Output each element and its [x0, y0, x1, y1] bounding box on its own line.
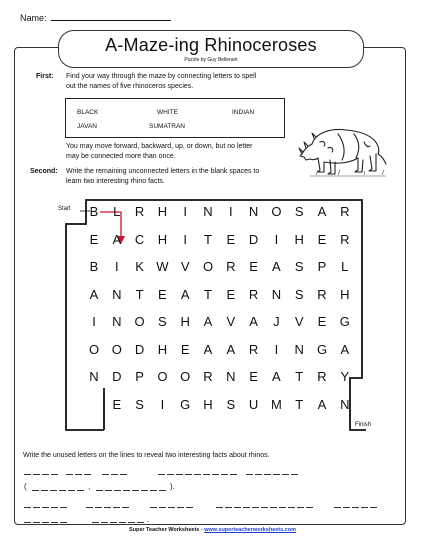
answer-blank[interactable] [51, 474, 58, 475]
answer-blank[interactable] [104, 507, 111, 508]
maze-cell-r2-c5: I [183, 231, 187, 247]
maze-cell-r1-c2: L [113, 204, 121, 219]
maze-cell-r6-c5: E [180, 341, 190, 357]
answer-blank[interactable] [113, 507, 120, 508]
answer-blank[interactable] [50, 490, 57, 491]
answer-blank[interactable] [77, 490, 84, 491]
maze-cell-r7-c3: P [135, 369, 144, 384]
answer-blank[interactable] [306, 507, 313, 508]
maze-cell-r3-c9: A [272, 259, 281, 274]
answer-blank[interactable] [84, 474, 91, 475]
maze-cell-r1-c7: I [228, 204, 233, 219]
finish-label: Finish [355, 422, 372, 428]
answer-blank[interactable] [60, 507, 67, 508]
maze-cell-r3-c1: B [89, 259, 99, 274]
answer-blank[interactable] [68, 490, 75, 491]
answer-open-paren: ( [24, 482, 27, 491]
answer-blank[interactable] [66, 474, 73, 475]
maze-cell-r3-c10: S [294, 259, 304, 274]
answer-blank[interactable] [42, 522, 49, 523]
maze-cell-r4-c5: A [180, 286, 190, 302]
answer-comma: , [88, 482, 91, 491]
answer-blank[interactable] [111, 474, 118, 475]
maze-cell-r4-c10: S [294, 286, 304, 302]
maze-cell-r6-c7: A [226, 341, 236, 357]
maze-cell-r6-c4: H [157, 341, 168, 357]
maze-cell-r1-c6: N [203, 204, 213, 219]
maze-cell-r1-c9: O [271, 204, 282, 219]
answer-blank[interactable] [221, 474, 228, 475]
answer-blank[interactable] [246, 474, 253, 475]
maze-cell-r5-c1: I [92, 314, 96, 329]
answer-blank[interactable] [128, 522, 135, 523]
maze-cell-r3-c11: P [317, 259, 327, 274]
answer-blank[interactable] [352, 507, 359, 508]
maze-cell-r7-c7: N [226, 369, 236, 384]
answer-blank[interactable] [123, 490, 130, 491]
answer-blank[interactable] [176, 474, 183, 475]
answer-blank[interactable] [343, 507, 350, 508]
answer-blank[interactable] [120, 474, 127, 475]
maze-cell-r7-c1: N [89, 369, 99, 384]
answer-blank[interactable] [105, 490, 112, 491]
maze-cell-r7-c5: O [180, 369, 191, 384]
maze-cell-r2-c6: T [204, 231, 212, 247]
first-line-1: Find your way through the maze by connecting letters to spell [66, 73, 257, 80]
maze-cell-r5-c3: O [134, 314, 145, 329]
maze-cell-r2-c9: I [274, 231, 279, 247]
answer-blank[interactable] [114, 490, 121, 491]
species-indian: INDIAN [232, 109, 255, 116]
maze-cell-r2-c2: A [112, 231, 122, 247]
answer-blank[interactable] [110, 522, 117, 523]
maze-cell-r5-c12: G [339, 314, 350, 329]
answer-blank[interactable] [230, 474, 237, 475]
answer-close-paren: ). [170, 482, 175, 491]
maze-cell-r1-c1: B [89, 204, 99, 219]
maze-cell-r3-c12: L [341, 259, 349, 274]
maze-cell-r2-c1: E [89, 231, 99, 247]
maze-cell-r7-c8: E [249, 369, 258, 384]
answer-blank[interactable] [279, 507, 286, 508]
maze-cell-r3-c3: K [135, 259, 144, 274]
maze-cell-r6-c1: O [88, 341, 100, 357]
first-label: First: [36, 73, 54, 80]
maze-cell-r7-c6: R [203, 369, 213, 384]
maze-cell-r3-c5: V [180, 259, 190, 274]
answer-blank[interactable] [132, 490, 139, 491]
answer-blank[interactable] [334, 507, 341, 508]
maze-cell-r2-c7: E [226, 231, 236, 247]
answer-blank[interactable] [137, 522, 144, 523]
answer-blank[interactable] [51, 507, 58, 508]
maze-cell-r5-c9: J [273, 314, 280, 329]
maze-cell-r3-c2: I [114, 259, 119, 274]
maze-cell-r8-c12: N [340, 396, 350, 412]
maze-cell-r8-c11: A [317, 396, 327, 412]
maze-cell-r2-c4: H [157, 231, 168, 247]
answer-period: . [147, 515, 150, 524]
maze-cell-r4-c4: E [158, 286, 167, 302]
maze-cell-r4-c9: N [271, 286, 282, 302]
maze-cell-r5-c6: A [203, 314, 213, 329]
answer-blank[interactable] [255, 474, 262, 475]
answer-blank[interactable] [150, 507, 157, 508]
answer-blank[interactable] [270, 507, 277, 508]
answer-blank[interactable] [185, 474, 192, 475]
answer-blank[interactable] [159, 490, 166, 491]
answer-blank[interactable] [177, 507, 184, 508]
answer-blank[interactable] [42, 507, 49, 508]
answer-blank[interactable] [288, 507, 295, 508]
answer-blank[interactable] [92, 522, 99, 523]
maze-cell-r6-c3: D [134, 341, 145, 357]
maze-cell-r7-c11: R [317, 369, 327, 384]
maze-cell-r7-c2: D [112, 369, 122, 384]
maze-cell-r7-c4: O [157, 369, 168, 384]
maze-cell-r4-c11: R [317, 286, 327, 302]
answer-blank[interactable] [261, 507, 268, 508]
answer-blank[interactable] [370, 507, 377, 508]
answer-blank[interactable] [264, 474, 271, 475]
maze-cell-r5-c7: V [226, 314, 236, 329]
maze-cell-r4-c8: R [248, 286, 259, 302]
maze-cell-r3-c4: W [156, 259, 169, 274]
answer-blank[interactable] [75, 474, 82, 475]
answer-blank[interactable] [234, 507, 241, 508]
answer-blank[interactable] [51, 522, 58, 523]
answer-blank[interactable] [243, 507, 250, 508]
maze-cell-r4-c2: N [112, 286, 122, 302]
answer-blank[interactable] [41, 490, 48, 491]
answer-blank[interactable] [158, 474, 165, 475]
answer-blank[interactable] [297, 507, 304, 508]
maze-cell-r2-c12: R [340, 231, 350, 247]
maze-cell-r6-c12: A [340, 341, 350, 357]
species-sumatran: SUMATRAN [149, 123, 185, 130]
maze-cell-r5-c5: H [180, 314, 190, 329]
maze-cell-r8-c4: I [160, 396, 165, 412]
second-line-1: Write the remaining unconnected letters in the blank spaces to [66, 168, 260, 175]
maze-cell-r1-c3: R [134, 204, 145, 219]
start-label: Start [58, 206, 71, 212]
answer-blank[interactable] [24, 522, 31, 523]
maze-cell-r6-c9: I [274, 341, 279, 357]
maze-cell-r6-c6: A [203, 341, 213, 357]
footer-link[interactable]: www.superteacherworksheets.com [204, 527, 297, 533]
second-label: Second: [30, 168, 58, 175]
maze-cell-r5-c10: V [294, 314, 304, 329]
answer-blank[interactable] [168, 507, 175, 508]
maze-cell-r8-c3: S [135, 396, 144, 412]
maze-cell-r8-c10: T [295, 396, 304, 412]
maze-cell-r1-c12: R [340, 204, 350, 219]
species-javan: JAVAN [77, 123, 97, 130]
answer-blank[interactable] [194, 474, 201, 475]
maze-cell-r5-c8: A [249, 314, 258, 329]
footer-text: Super Teacher Worksheets - [128, 527, 205, 533]
answer-blank[interactable] [216, 507, 223, 508]
answer-blank[interactable] [141, 490, 148, 491]
answer-blank[interactable] [167, 474, 174, 475]
second-line-2: learn two interesting rhino facts. [66, 178, 165, 185]
answer-blank[interactable] [150, 490, 157, 491]
answer-blank[interactable] [282, 474, 289, 475]
maze-cell-r2-c3: C [134, 231, 145, 247]
answer-blank[interactable] [159, 507, 166, 508]
answer-blank[interactable] [59, 490, 66, 491]
maze-cell-r8-c6: H [203, 396, 213, 412]
species-white: WHITE [157, 109, 178, 116]
maze-cell-r5-c11: E [317, 314, 327, 329]
answer-blank[interactable] [32, 490, 39, 491]
maze-cell-r8-c5: G [180, 396, 191, 412]
answer-blank[interactable] [273, 474, 280, 475]
answer-instruction: Write the unused letters on the lines to reveal two interesting facts about rhinos. [23, 452, 270, 459]
answer-blank[interactable] [203, 474, 210, 475]
maze-cell-r3-c6: O [202, 259, 214, 274]
maze-cell-r6-c2: O [111, 341, 122, 357]
maze-cell-r5-c4: S [158, 314, 167, 329]
maze-cell-r8-c8: U [248, 396, 259, 412]
answer-blank[interactable] [101, 522, 108, 523]
maze-cell-r1-c8: N [248, 204, 259, 219]
answer-blank[interactable] [119, 522, 126, 523]
byline: Puzzle by Guy Bellerant [184, 57, 238, 63]
answer-blank[interactable] [33, 474, 40, 475]
maze-cell-r2-c11: E [317, 231, 327, 247]
maze-cell-r4-c1: A [89, 286, 99, 302]
maze-cell-r2-c10: H [294, 231, 304, 247]
answer-blank[interactable] [252, 507, 259, 508]
answer-blank[interactable] [24, 474, 31, 475]
maze-cell-r8-c2: E [112, 396, 122, 412]
answer-blank[interactable] [86, 507, 93, 508]
page-title: A-Maze-ing Rhinoceroses [105, 35, 317, 55]
answer-blank[interactable] [186, 507, 193, 508]
answer-blank[interactable] [95, 507, 102, 508]
rules-line-2: may be connected more than once. [66, 153, 176, 160]
answer-blank[interactable] [42, 474, 49, 475]
answer-blank[interactable] [122, 507, 129, 508]
maze-cell-r7-c9: A [272, 369, 281, 384]
maze-cell-r7-c12: Y [340, 369, 350, 384]
name-label: Name: [20, 13, 47, 23]
answer-blank[interactable] [225, 507, 232, 508]
answer-blank[interactable] [33, 522, 40, 523]
maze-cell-r6-c10: N [294, 341, 304, 357]
answer-blank[interactable] [24, 507, 31, 508]
maze-cell-r8-c9: M [270, 396, 282, 412]
answer-blank[interactable] [291, 474, 298, 475]
answer-blank[interactable] [212, 474, 219, 475]
answer-blank[interactable] [102, 474, 109, 475]
maze-cell-r1-c11: A [317, 204, 327, 219]
maze-cell-r5-c2: N [112, 314, 122, 329]
first-line-2: out the names of five rhinoceros species. [66, 83, 194, 90]
maze-cell-r8-c7: S [226, 396, 236, 412]
maze-cell-r4-c3: T [135, 286, 144, 302]
rules-line-1: You may move forward, backward, up, or down, but no letter [66, 143, 253, 150]
maze-cell-r1-c4: H [157, 204, 168, 219]
maze-cell-r4-c7: E [226, 286, 236, 302]
species-black: BLACK [77, 109, 99, 116]
maze-cell-r4-c6: T [204, 286, 212, 302]
maze-cell-r1-c5: I [183, 204, 187, 219]
maze-cell-r4-c12: H [340, 286, 350, 302]
maze-cell-r7-c10: T [295, 369, 304, 384]
footer [0, 527, 425, 533]
maze-cell-r3-c8: E [249, 259, 258, 274]
maze-cell-r6-c11: G [316, 341, 328, 357]
maze-cell-r1-c10: S [294, 204, 304, 219]
maze-cell-r6-c8: R [248, 341, 259, 357]
maze-cell-r3-c7: R [226, 259, 236, 274]
answer-blank[interactable] [33, 507, 40, 508]
maze-cell-r2-c8: D [248, 231, 259, 247]
answer-blank[interactable] [96, 490, 103, 491]
answer-blank[interactable] [361, 507, 368, 508]
answer-blank[interactable] [60, 522, 67, 523]
